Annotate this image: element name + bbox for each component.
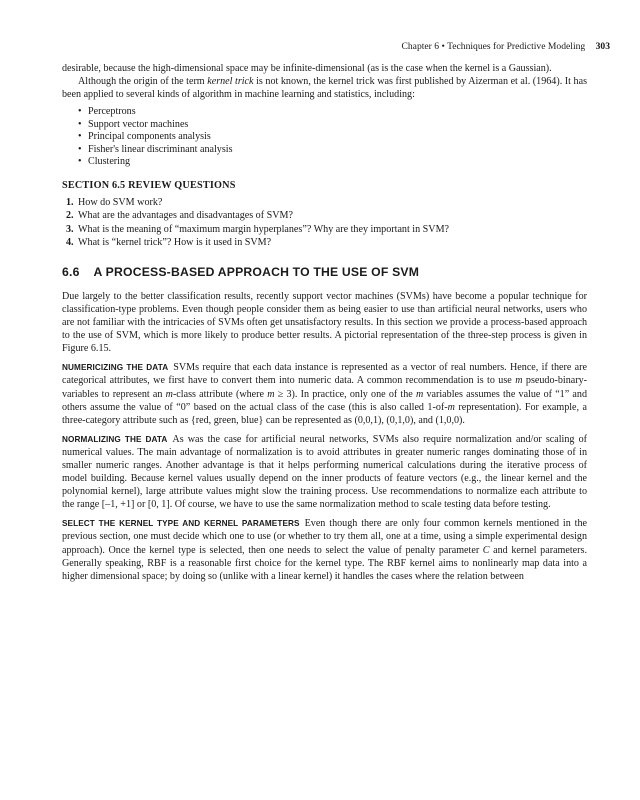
intro-paragraph-1: desirable, because the high-dimensional space may be infinite-dimensional (as is the case when the kernel is a Gaussian). xyxy=(62,63,552,74)
chapter-title: Techniques for Predictive Modeling xyxy=(447,41,586,52)
section-heading xyxy=(62,265,587,280)
section-title: A PROCESS-BASED APPROACH TO THE USE OF SVM xyxy=(93,264,420,279)
page-body xyxy=(62,62,587,583)
intro-paragraph-2: Although the origin of the term kernel trick is not known, the kernel trick was first published by Aizerman et al. (1964). It has been applied to several kinds of algorithm in machine learning and statistics, including: xyxy=(62,76,587,101)
review-question: 3. What is the meaning of “maximum margin hyperplanes”? Why are they important in SVM? xyxy=(66,223,450,235)
kernel-selection-paragraph: SELECT THE KERNEL TYPE AND KERNEL PARAMETERS Even though there are only four common kernels mentioned in the previous section, one must decide which one to use (or whether to try them all, one at a time, using a simple experimental design approach). Once the kernel type is selected, then one needs to select the value of penalty parameter C and kernel parameters. Generally speaking, RBF is a reasonable first choice for the kernel type. The RBF kernel aims to nonlinearly map data into a higher dimensional space; by doing so (unlike with a linear kernel) it handles the cases where the relation between xyxy=(62,518,588,582)
chapter-label: Chapter 6 xyxy=(401,41,440,52)
kernel-run-in-head: SELECT THE KERNEL TYPE AND KERNEL PARAMETERS xyxy=(62,519,300,529)
list-item: • Principal components analysis xyxy=(78,131,587,144)
page-number: 303 xyxy=(595,41,610,52)
header-separator: • xyxy=(441,41,445,52)
list-item: • Clustering xyxy=(78,156,587,169)
list-item: • Fisher's linear discriminant analysis xyxy=(78,144,587,157)
running-header xyxy=(401,41,610,53)
review-question: 1. How do SVM work? xyxy=(66,196,163,208)
numericizing-paragraph: NUMERICIZING THE DATA SVMs require that each data instance is represented as a vector of real numbers. Hence, if there are categorical attributes, we first have to convert them into numeric data. A common recommendation is to use m pseudo-binary-variables to represent an m-class attribute (where m ≥ 3). In practice, only one of the m variables assumes the value of “1” and others assume the value of “0” based on the actual class of the case (this is also called 1-of-m representation). For example, a three-category attribute such as {red, green, blue} can be represented as (0,0,1), (0,1,0), and (1,0,0). xyxy=(62,362,587,426)
algorithm-list xyxy=(62,106,587,169)
review-questions-heading: SECTION 6.5 REVIEW QUESTIONS xyxy=(62,179,236,191)
kernel-trick-term: kernel trick xyxy=(207,76,254,88)
normalizing-run-in-head: NORMALIZING THE DATA xyxy=(62,434,168,444)
review-questions-list xyxy=(62,196,587,250)
list-item: • Perceptrons xyxy=(78,106,587,119)
numericizing-run-in-head: NUMERICIZING THE DATA xyxy=(62,363,169,373)
section-intro-paragraph: Due largely to the better classification results, recently support vector machines (SVMs) have become a popular technique for classification-type problems. Even though people consider them as being easier to use than artificial neural networks, users who are not familiar with the intricacies of SVMs often get unsatisfactory results. In this section we provide a process-based approach to the use of SVM, which is more likely to produce better results. A pictorial representation of the three-step process is given in Figure 6.15. xyxy=(62,290,587,355)
review-question: 2. What are the advantages and disadvantages of SVM? xyxy=(66,210,293,222)
normalizing-paragraph: NORMALIZING THE DATA As was the case for artificial neural networks, SVMs also require normalization and/or scaling of numerical values. The main advantage of normalization is to avoid attributes in greater numeric ranges dominating those of in smaller numeric ranges. Another advantage is that it helps performing numerical calculations during the iterative process of model building. Because kernel values usually depend on the inner products of feature vectors (e.g., the linear kernel and the polynomial kernel), large attribute values might slow the training process. Use recommendations to normalize each attribute to the range [–1, +1] or [0, 1]. Of course, we have to use the same normalization method to scale testing data before testing. xyxy=(62,433,587,511)
list-item: • Support vector machines xyxy=(78,119,587,132)
section-number: 6.6 xyxy=(62,264,80,279)
review-question: 4. What is “kernel trick”? How is it used in SVM? xyxy=(66,237,272,249)
